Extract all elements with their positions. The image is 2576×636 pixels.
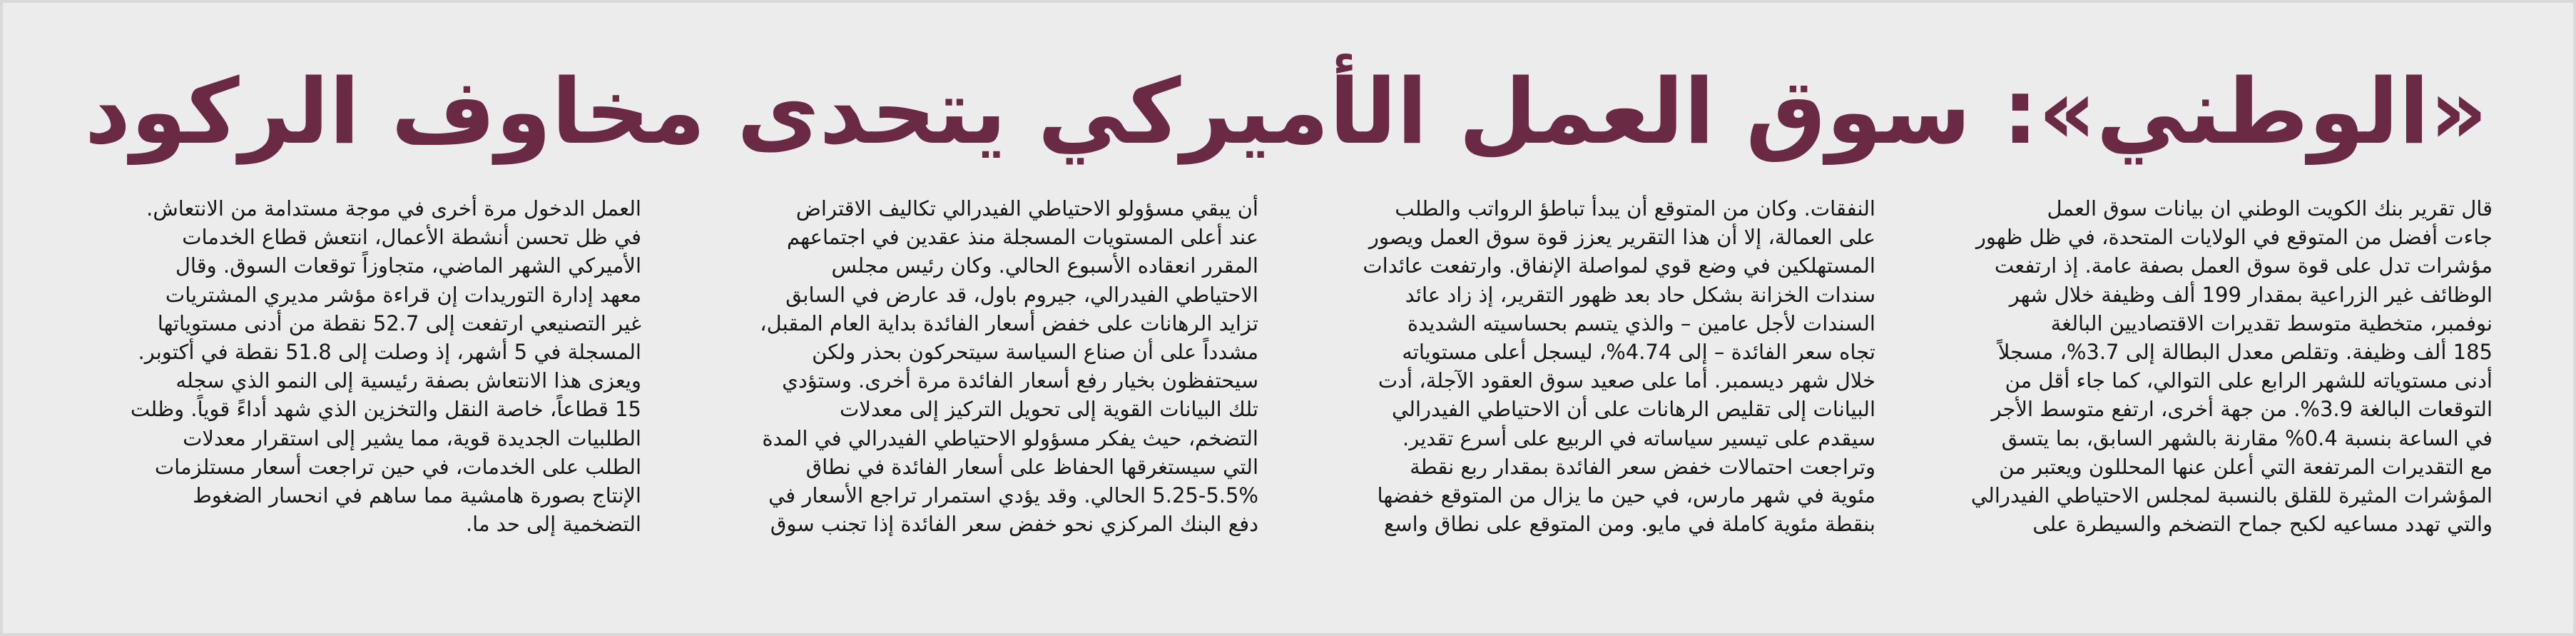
article-text-line: التضخمية إلى حد ما. <box>465 512 641 537</box>
article-text-line: عند أعلى المستويات المسجلة منذ عقدين في اجتماعهم <box>787 225 1258 250</box>
article-text-line: مشدداً على أن صناع السياسة سيتحركون بحذر ولكن <box>812 340 1258 365</box>
article-text-line: التي سيستغرقها الحفاظ على أسعار الفائدة في نطاق <box>805 454 1258 479</box>
article-text-line: سيقدم على تيسير سياساته في الربيع على أسرع تقدير. <box>1402 425 1875 450</box>
article-text-line: سيحتفظون بخيار رفع أسعار الفائدة مرة أخرى. وستؤدي <box>782 368 1258 393</box>
article-text-line: والتي تهدد مساعيه لكبح جماح التضخم والسيطرة على <box>2032 512 2493 537</box>
article-text-line: السندات لأجل عامين – والذي يتسم بحساسيته الشديدة <box>1407 311 1875 335</box>
article-text-line: وتراجعت احتمالات خفض سعر الفائدة بمقدار ربع نقطة <box>1410 454 1875 479</box>
article-text-line: التوقعات البالغة 3.9%. من جهة أخرى، ارتفع متوسط الأجر <box>1991 397 2493 422</box>
article-text-line: غير التصنيعي ارتفعت إلى 52.7 نقطة من أدنى مستوياتها <box>157 311 641 335</box>
article-body <box>110 194 2493 622</box>
article-text-line: مع التقديرات المرتفعة التي أعلن عنها المحللون ويعتبر من <box>1999 454 2493 479</box>
article-column-1 <box>1961 194 2493 622</box>
article-text-line: أدنى مستوياته للشهر الرابع على التوالي، كما جاء أقل من <box>2005 368 2493 393</box>
article-text-line: خلال شهر ديسمبر. أما على صعيد سوق العقود الآجلة، أدت <box>1378 368 1875 393</box>
article-text-line: تلك البيانات القوية إلى تحويل التركيز إلى معدلات <box>840 397 1258 422</box>
article-text-line: جاءت أفضل من المتوقع في الولايات المتحدة، في ظل ظهور <box>1975 225 2493 250</box>
article-headline: «الوطني»: سوق العمل الأميركي يتحدى مخاوف الركود <box>84 59 2488 164</box>
article-text-line: الوظائف غير الزراعية بمقدار 199 ألف وظيفة خلال شهر <box>2009 282 2493 307</box>
article-text-line: الطلب على الخدمات، في حين تراجعت أسعار مستلزمات <box>154 454 641 479</box>
article-text-line: 15 قطاعاً، خاصة النقل والتخزين الذي شهد أداءً قوياً. وظلت <box>130 397 641 422</box>
article-text-line: الاحتياطي الفيدرالي، جيروم باول، قد عارض في السابق <box>785 282 1258 307</box>
article-text-line: مؤشرات تدل على قوة سوق العمل بصفة عامة. إذ ارتفعت <box>1994 253 2493 278</box>
article-column-4 <box>110 194 641 622</box>
article-text-line: معهد إدارة التوريدات إن قراءة مؤشر مديري المشتريات <box>165 282 641 307</box>
article-text-line: تزايد الرهانات على خفض أسعار الفائدة بداية العام المقبل، <box>760 311 1258 335</box>
article-text-line: دفع البنك المركزي نحو خفض سعر الفائدة إذا تجنب سوق <box>770 512 1258 537</box>
article-column-3 <box>727 194 1258 622</box>
article-text-line: الإنتاج بصورة هامشية مما ساهم في انحسار الضغوط <box>192 483 641 508</box>
article-text-line: ويعزى هذا الانتعاش بصفة رئيسية إلى النمو الذي سجله <box>175 368 641 393</box>
article-text-line: المؤشرات المثيرة للقلق بالنسبة لمجلس الاحتياطي الفيدرالي <box>1970 483 2493 508</box>
article-text-line: الأميركي الشهر الماضي، متجاوزاً توقعات السوق. وقال <box>175 253 641 278</box>
article-text-line: 185 ألف وظيفة. وتقلص معدل البطالة إلى 3.7%، مسجلاً <box>1997 340 2493 365</box>
article-text-line: مئوية في شهر مارس، في حين ما يزال من المتوقع خفضها <box>1377 483 1875 508</box>
article-text-line: 5.25-5.5% الحالي. وقد يؤدي استمرار تراجع الأسعار في <box>768 483 1258 508</box>
article-text-line: قال تقرير بنك الكويت الوطني ان بيانات سوق العمل <box>2047 196 2493 221</box>
article-text-line: البيانات إلى تقليص الرهانات على أن الاحتياطي الفيدرالي <box>1391 397 1875 422</box>
article-text-line: المستهلكين في وضع قوي لمواصلة الإنفاق. وارتفعت عائدات <box>1363 253 1875 278</box>
article-text-line: النفقات. وكان من المتوقع أن يبدأ تباطؤ الرواتب والطلب <box>1395 196 1875 221</box>
article-text-line: سندات الخزانة بشكل حاد بعد ظهور التقرير، إذ زاد عائد <box>1405 282 1875 307</box>
article-column-2 <box>1344 194 1875 622</box>
article-text-line: بنقطة مئوية كاملة في مايو. ومن المتوقع على نطاق واسع <box>1383 512 1875 537</box>
article-text-line: المقرر انعقاده الأسبوع الحالي. وكان رئيس مجلس <box>831 253 1258 278</box>
article-text-line: على العمالة، إلا أن هذا التقرير يعزز قوة سوق العمل ويصور <box>1368 225 1875 250</box>
article-text-line: العمل الدخول مرة أخرى في موجة مستدامة من الانتعاش. <box>146 196 641 221</box>
article-text-line: التضخم، حيث يفكر مسؤولو الاحتياطي الفيدرالي في المدة <box>762 425 1258 450</box>
article-text-line: المسجلة في 5 أشهر، إذ وصلت إلى 51.8 نقطة في أكتوبر. <box>138 340 641 365</box>
article-text-line: أن يبقي مسؤولو الاحتياطي الفيدرالي تكاليف الاقتراض <box>795 196 1258 221</box>
article-text-line: الطلبيات الجديدة قوية، مما يشير إلى استقرار معدلات <box>183 425 641 450</box>
article-text-line: نوفمبر، متخطية متوسط تقديرات الاقتصاديين البالغة <box>2050 311 2493 335</box>
article-text-line: تجاه سعر الفائدة – إلى 4.74%، ليسجل أعلى مستوياته <box>1402 340 1875 365</box>
article-text-line: في ظل تحسن أنشطة الأعمال، انتعش قطاع الخدمات <box>182 225 641 250</box>
article-text-line: في الساعة بنسبة 0.4% مقارنة بالشهر السابق، بما يتسق <box>2001 425 2493 450</box>
